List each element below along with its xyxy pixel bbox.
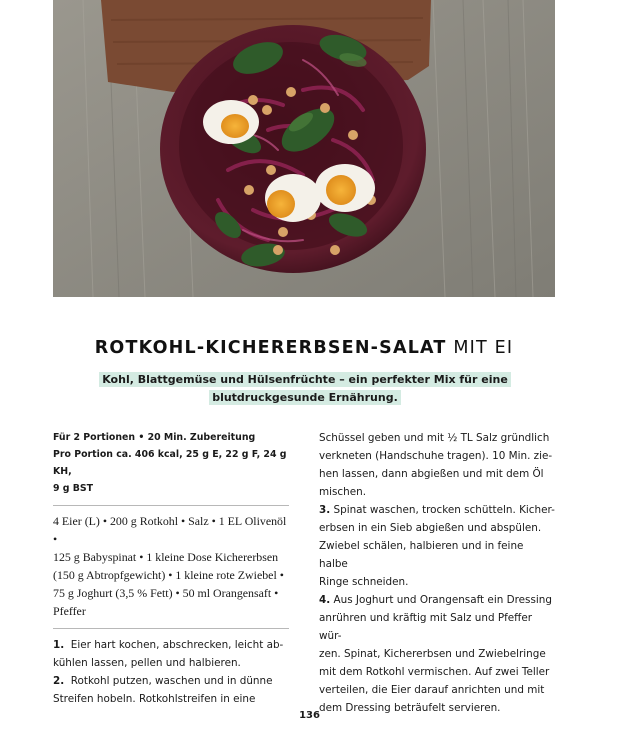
- ingredients-line: 4 Eier (L) • 200 g Rotkohl • Salz • 1 EL Olivenöl •: [53, 514, 287, 546]
- right-column: [319, 429, 555, 717]
- recipe-title-main: ROTKOHL-KICHERERBSEN-SALAT: [94, 338, 447, 358]
- recipe-subtitle: [90, 371, 520, 407]
- step-text: mischen.: [319, 486, 367, 498]
- ingredients-line: Pfeffer: [53, 603, 86, 618]
- step-text: kühlen lassen, pellen und halbieren.: [53, 657, 241, 670]
- recipe-meta: [53, 429, 289, 497]
- step-text: dem Dressing beträufelt servieren.: [319, 702, 501, 714]
- ingredients-list: [53, 513, 289, 620]
- ingredients-line: 125 g Babyspinat • 1 kleine Dose Kichererbsen: [53, 549, 279, 564]
- recipe-title: [53, 338, 555, 358]
- subtitle-line-1: Kohl, Blattgemüse und Hülsenfrüchte – ein perfekter Mix für eine: [99, 372, 511, 387]
- left-column: [53, 429, 289, 708]
- step-text: verteilen, die Eier darauf anrichten und mit: [319, 684, 545, 696]
- step-text: mit dem Rotkohl vermischen. Auf zwei Teller: [319, 666, 550, 678]
- step-number: 3.: [319, 504, 331, 516]
- step-text: hen lassen, dann abgießen und mit dem Öl: [319, 468, 544, 480]
- instruction-step-4: [319, 591, 555, 717]
- page-number: 136: [299, 710, 320, 721]
- ingredients-line: (150 g Abtropfgewicht) • 1 kleine rote Zwiebel •: [53, 567, 284, 582]
- divider-top: [53, 505, 289, 506]
- step-text: Ringe schneiden.: [319, 576, 409, 588]
- servings-time: Für 2 Portionen • 20 Min. Zubereitung: [53, 432, 256, 443]
- step-text: Zwiebel schälen, halbieren und in feine halbe: [319, 540, 524, 570]
- step-text: erbsen in ein Sieb abgießen und abspülen.: [319, 522, 542, 534]
- step-text: verkneten (Handschuhe tragen). 10 Min. zie-: [319, 450, 553, 462]
- subtitle-line-2: blutdruckgesunde Ernährung.: [209, 390, 401, 405]
- divider-bottom: [53, 628, 289, 629]
- step-text: Spinat waschen, trocken schütteln. Kicher-: [333, 504, 555, 516]
- step-text: Rotkohl putzen, waschen und in dünne: [70, 675, 273, 688]
- instruction-step-2-continued: [319, 429, 555, 501]
- step-text: zen. Spinat, Kichererbsen und Zwiebelringe: [319, 648, 546, 660]
- step-number: 4.: [319, 594, 331, 606]
- recipe-photo: [53, 0, 555, 297]
- instruction-step-1: [53, 636, 289, 672]
- step-text: Streifen hobeln. Rotkohlstreifen in eine: [53, 693, 256, 706]
- step-number: 1.: [53, 639, 65, 652]
- nutrition-line-1: Pro Portion ca. 406 kcal, 25 g E, 22 g F, 24 g KH,: [53, 449, 287, 477]
- recipe-title-suffix: MIT EI: [453, 338, 514, 358]
- step-text: Eier hart kochen, abschrecken, leicht ab-: [70, 639, 284, 652]
- step-text: Aus Joghurt und Orangensaft ein Dressing: [333, 594, 552, 606]
- step-text: anrühren und kräftig mit Salz und Pfeffer wür-: [319, 612, 532, 642]
- nutrition-line-2: 9 g BST: [53, 483, 94, 494]
- instruction-step-3: [319, 501, 555, 591]
- step-number: 2.: [53, 675, 65, 688]
- step-text: Schüssel geben und mit ½ TL Salz gründlich: [319, 432, 550, 444]
- instruction-step-2: [53, 672, 289, 708]
- ingredients-line: 75 g Joghurt (3,5 % Fett) • 50 ml Orangensaft •: [53, 585, 279, 600]
